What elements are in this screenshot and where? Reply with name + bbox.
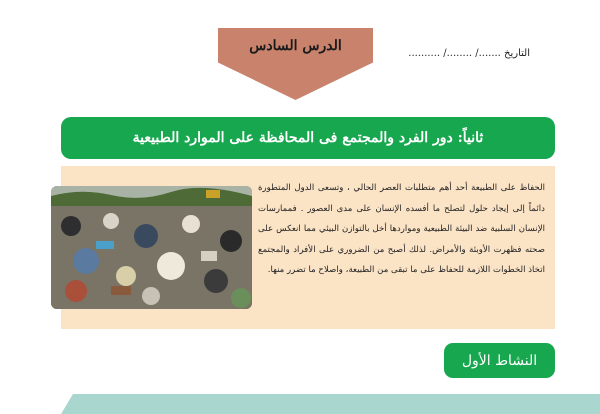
date-field: التاريخ ......./ ......../ .......... — [408, 48, 530, 59]
activity-title: النشاط الأول — [461, 352, 538, 369]
section-title: ثانياً: دور الفرد والمجتمع فى المحافظة على الموارد الطبيعية — [132, 130, 484, 146]
landfill-photo — [51, 186, 252, 309]
section-banner — [61, 117, 555, 159]
lesson-title: الدرس السادس — [249, 38, 342, 54]
content-paragraph: الحفاظ على الطبيعة أحد أهم متطلبات العصر الحالي ، وتسعى الدول المتطورة دائماً إلى إيجاد حلول لتصلح ما أفسده الإنسان على مدى العصور . فممارسات الإنسان السلبية ضد البيئة الطبيعية ومواردها أخل بالتوازن البيئي مما انعكس على صحته فظهرت الأوبئة والأمراض. لذلك أصبح من الضروري على الأفراد والمجتمع اتخاذ الخطوات اللازمة للحفاظ على ما تبقى من الطبيعة، واصلاح ما تضرر منها. — [258, 183, 545, 275]
activity-label-pill — [444, 343, 555, 378]
bottom-strip — [61, 394, 600, 414]
